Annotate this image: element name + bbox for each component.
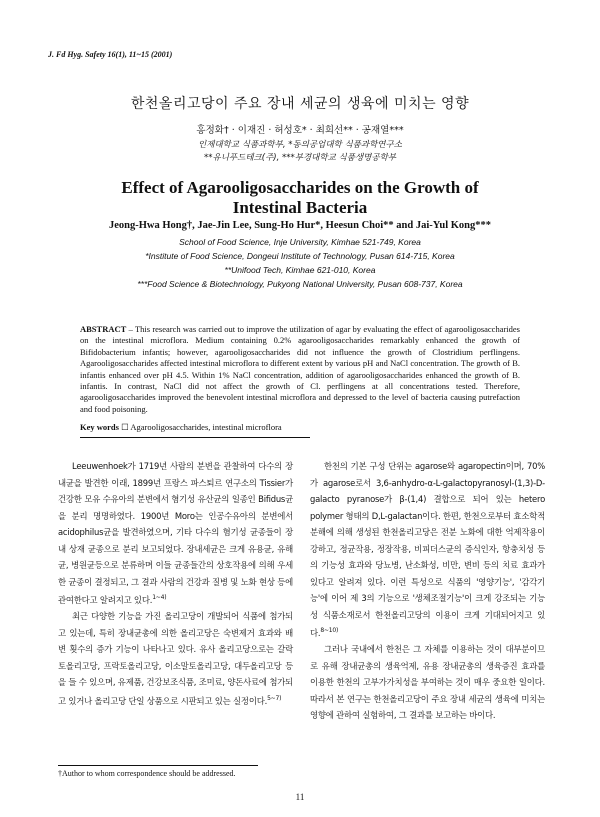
english-authors: Jeong-Hwa Hong†, Jae-Jin Lee, Sung-Ho Hur*, Heesun Choi** and Jai-Yul Kong*** bbox=[108, 220, 492, 231]
body-left-paragraph-2: 최근 다양한 기능을 가진 올리고당이 개발되어 식품에 첨가되고 있는데, 특히 장내균총에 의한 올리고당은 숙변제거 효과와 배변 횟수의 증가 기능이 나타나고 있다. 유사 올리고당으로는 갈락토올리고당, 프락토올리고당, 이소말토올리고당, 대두올리고당 등을 들 수 있으며, 유제품, 건강보조식품, 조미료, 양돈사료에 첨가되고 있거나 올리고당 단일 상품으로 시판되고 있는 실정이다.$^{5\sim 7)}$ bbox=[58, 611, 293, 706]
affiliation-1: School of Food Science, Inje University, Kimhae 521-749, Korea bbox=[179, 237, 421, 247]
keywords-text: Agarooligosaccharides, intestinal microflora bbox=[130, 422, 282, 432]
affiliation-3: **Unifood Tech, Kimhae 621-010, Korea bbox=[224, 265, 376, 275]
body-left-paragraph-1: Leeuwenhoek가 1719년 사람의 분변을 관찰하여 다수의 장내균을 발견한 이래, 1899년 프랑스 파스퇴르 연구소의 Tissier가 건강한 모유 수유아의 분변에서 혐기성 유산균의 일종인 Bifidus균을 분리 명명하였다. 1900년 Moro는 인공수유아의 분변에서 acidophilus균을 발견하였으며, 기타 다수의 혐기성 균종들이 장내 상재 균종으로 분리 보고되었다. 장내세균은 크게 유용균, 유해균, 병원균등으로 분류하며 이들 균종들간의 상호작용에 의해 우세한 균종이 결정되고, 그 결과 사람의 건강과 질병 및 노화 현상 등에 관여한다고 알려지고 있다.$^{1\sim 4)}$ bbox=[58, 461, 293, 605]
citation-ref: 5~7) bbox=[267, 694, 282, 702]
page-number: 11 bbox=[295, 792, 305, 802]
abstract-label: ABSTRACT bbox=[80, 324, 127, 334]
title-line-2: Intestinal Bacteria bbox=[232, 198, 368, 217]
korean-affiliation-1: 인제대학교 식품과학부, *동의공업대학 식품과학연구소 bbox=[198, 140, 402, 150]
keywords-label: Key words bbox=[80, 422, 119, 432]
footnote: †Author to whom correspondence should be addressed. bbox=[58, 769, 236, 778]
korean-title: 한천올리고당이 주요 장내 세균의 생육에 미치는 영향 bbox=[130, 96, 470, 112]
footnote-divider bbox=[58, 765, 258, 766]
body-right-column bbox=[310, 458, 545, 724]
citation-ref: 8~10) bbox=[320, 627, 339, 634]
abstract bbox=[80, 324, 520, 415]
affiliation-2: *Institute of Food Science, Dongeui Institute of Technology, Pusan 614-715, Korea bbox=[145, 251, 455, 261]
keywords-divider bbox=[80, 437, 310, 438]
body-right-paragraph-2: 그러나 국내에서 한천은 그 자체를 이용하는 것이 대부분이므로 유해 장내균총의 생육억제, 유용 장내균총의 생육증진 효과를 이용한 한천의 고부가가치성을 부여하는 것이 매우 중요한 일이다. 따라서 본 연구는 한천올리고당이 주요 장내 세균의 생육에 미치는 영향에 관하여 실험하여, 그 결과를 보고하는 바이다. bbox=[310, 644, 545, 721]
body-right-paragraph-1: 한천의 기본 구성 단위는 agarose와 agaropectin이며, 70%가 agarose로서 3,6-anhydro-α-L-galactopyranosyl-(1,3)-D-galacto pyranose가 β-(1,4) 결합으로 되어 있는 hetero polymer 형태의 D,L-galactan이다. 한편, 한천으로부터 효소학적 분해에 의해 생성된 한천올리고당은 전분 노화에 대한 억제작용이 강하고, 정균작용, 정장작용, 비피더스균의 증식인자, 항충치성 등의 기능성 효과와 당뇨병, 난소화성, 비만, 변비 등의 치료 효과가 있다고 알려져 있다. 이런 특성으로 식품의 '영양기능', '감각기능'에 이어 제 3의 기능으로 '생체조절기능'이 크게 강조되는 기능성 식품소재로서 한천올리고당의 이용이 크게 기대되어지고 있다.$^{8\sim 10)}$ bbox=[310, 461, 545, 638]
korean-affiliation-2: **유니푸드테크(주), ***부경대학교 식품생명공학부 bbox=[204, 153, 396, 163]
english-title bbox=[0, 178, 600, 218]
affiliation-4: ***Food Science & Biotechnology, Pukyong National University, Pusan 608-737, Korea bbox=[137, 279, 463, 289]
korean-authors: 홍정화† · 이재진 · 허성호* · 최희선** · 공재열*** bbox=[196, 125, 404, 136]
keywords bbox=[80, 422, 282, 433]
journal-citation: J. Fd Hyg. Safety 16(1), 11~15 (2001) bbox=[48, 50, 173, 59]
abstract-text: – This research was carried out to improve the utilization of agar by evaluating the effect of agarooligosaccharides on the intestinal microflora. Medium containing 0.2% agarooligosaccharides remarkably enhanced the growth of Bifidobacterium infantis; however, agarooligosaccharides did not influence the growth of Clostridium perflingens. Agarooligosaccharides affected intestinal microflora to different extent by various pH and NaCl concentration. The growth of B. infantis enhanced over pH 4.5. Within 1% NaCl concentration, addition of agarooligosaccharides enhanced the growth of B. infantis. In contrast, NaCl did not affect the growth of Cl. perflingens at all concentrations tested. Therefore, agarooligosaccharides improved the benevolent intestinal microflora and depressed to the level of bacteria causing putrefaction and food poisoning. bbox=[80, 324, 520, 414]
title-line-1: Effect of Agarooligosaccharides on the Growth of bbox=[121, 178, 479, 197]
citation-ref: 1~4) bbox=[152, 594, 167, 601]
body-left-column bbox=[58, 458, 293, 709]
keywords-box-icon: ☐ bbox=[121, 422, 129, 432]
